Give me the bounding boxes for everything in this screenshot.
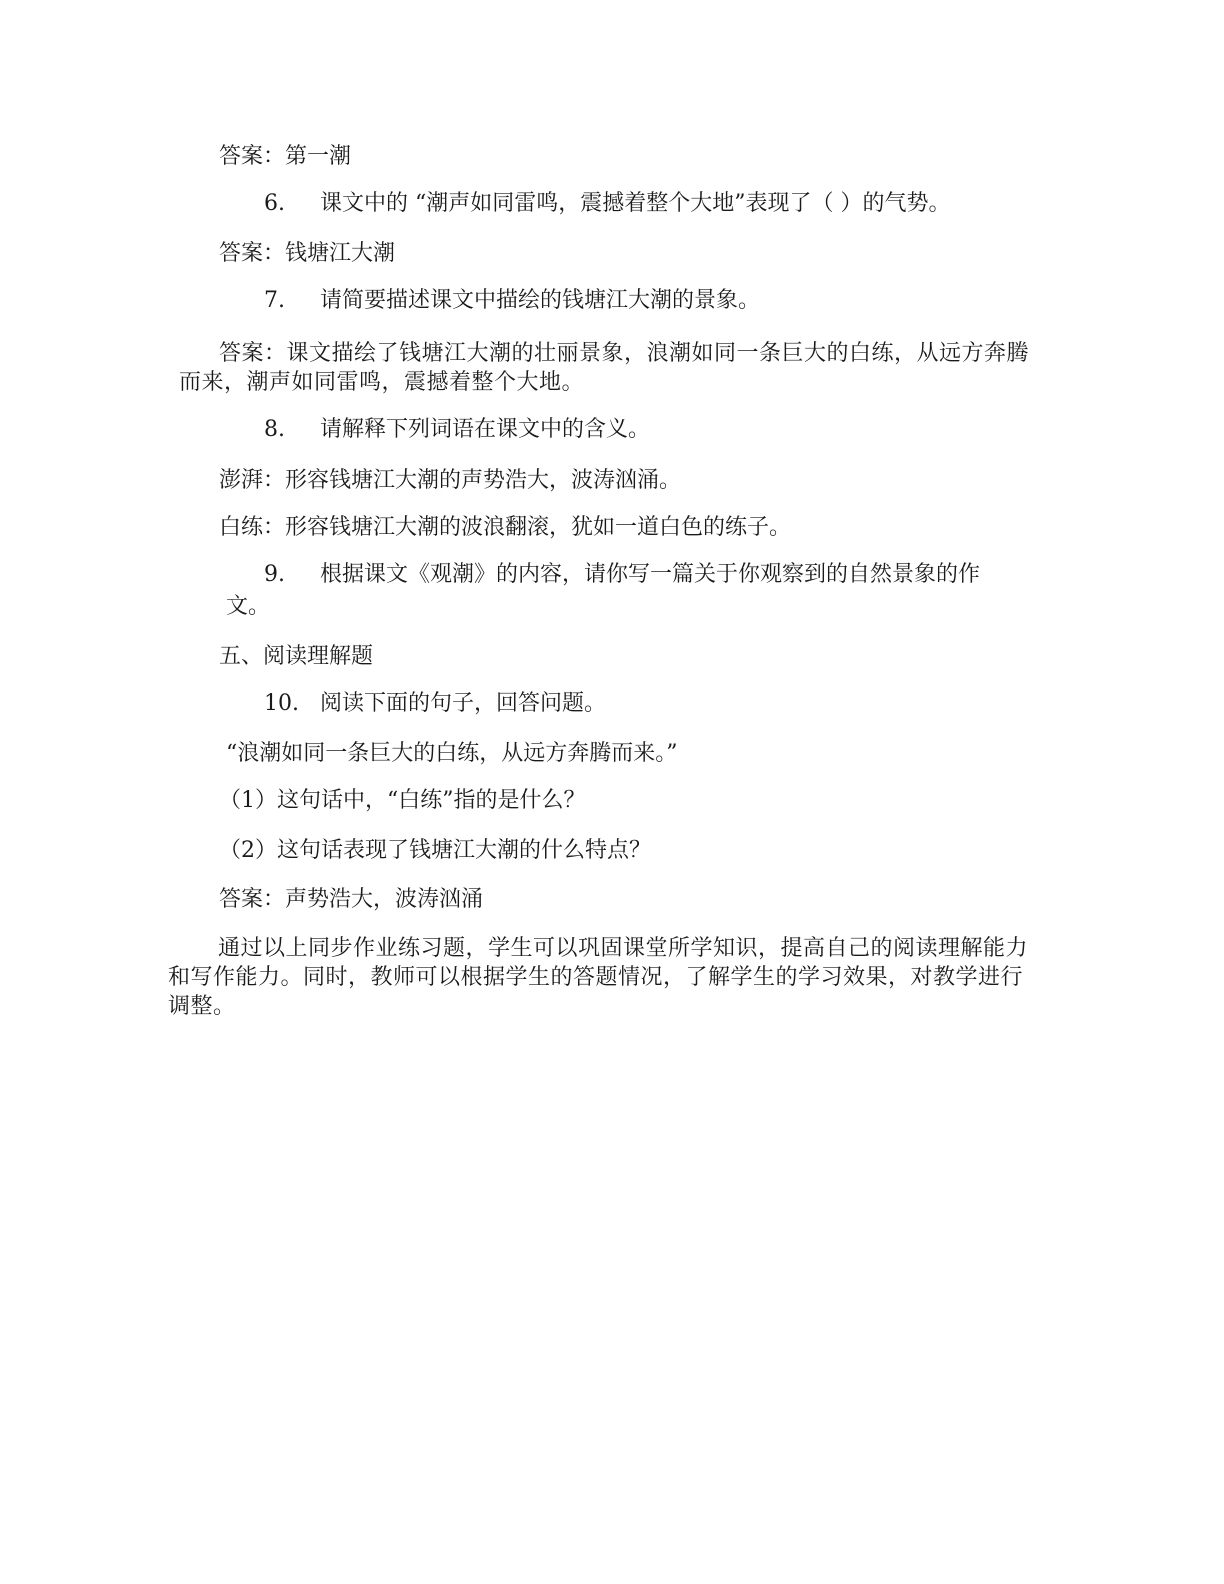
question-number: 9. xyxy=(264,562,285,587)
question-text: 请解释下列词语在课文中的含义。 xyxy=(320,417,651,442)
section-heading-reading: 五、阅读理解题 xyxy=(219,644,374,669)
question-9 xyxy=(264,561,980,589)
sub-question-1: （1）这句话中，“白练”指的是什么？ xyxy=(219,788,586,813)
answer-10: 答案：声势浩大，波涛汹涌 xyxy=(219,887,484,912)
question-number: 7. xyxy=(264,288,285,313)
definition-pengpai: 澎湃：形容钱塘江大潮的声势浩大，波涛汹涌。 xyxy=(219,468,682,493)
question-8 xyxy=(264,416,650,444)
answer-7: 答案：课文描绘了钱塘江大潮的壮丽景象，浪潮如同一条巨大的白练，从远方奔腾而来，潮声如同雷鸣，震撼着整个大地。 xyxy=(179,341,1030,395)
question-10 xyxy=(264,690,606,718)
question-number: 6. xyxy=(264,191,285,216)
sub-question-2: （2）这句话表现了钱塘江大潮的什么特点？ xyxy=(219,838,651,863)
question-text: 请简要描述课文中描绘的钱塘江大潮的景象。 xyxy=(320,288,761,313)
quoted-sentence: “浪潮如同一条巨大的白练，从远方奔腾而来。” xyxy=(226,741,678,766)
question-number: 8. xyxy=(264,417,285,442)
question-6 xyxy=(264,190,950,218)
question-7 xyxy=(264,287,760,315)
summary-paragraph: 通过以上同步作业练习题，学生可以巩固课堂所学知识，提高自己的阅读理解能力和写作能力。同时，教师可以根据学生的答题情况，了解学生的学习效果，对教学进行调整。 xyxy=(168,936,1029,1019)
answer-6: 答案：钱塘江大潮 xyxy=(219,241,396,266)
answer-5: 答案：第一潮 xyxy=(219,144,352,169)
definition-bailian: 白练：形容钱塘江大潮的波浪翻滚，犹如一道白色的练子。 xyxy=(219,515,792,540)
question-9-continued: 文。 xyxy=(226,594,271,619)
question-text: 根据课文《观潮》的内容，请你写一篇关于你观察到的自然景象的作 xyxy=(320,562,981,587)
question-text: 阅读下面的句子，回答问题。 xyxy=(320,691,607,716)
question-text: 课文中的 “潮声如同雷鸣，震撼着整个大地”表现了（ ）的气势。 xyxy=(320,191,951,216)
question-number: 10. xyxy=(264,691,299,716)
